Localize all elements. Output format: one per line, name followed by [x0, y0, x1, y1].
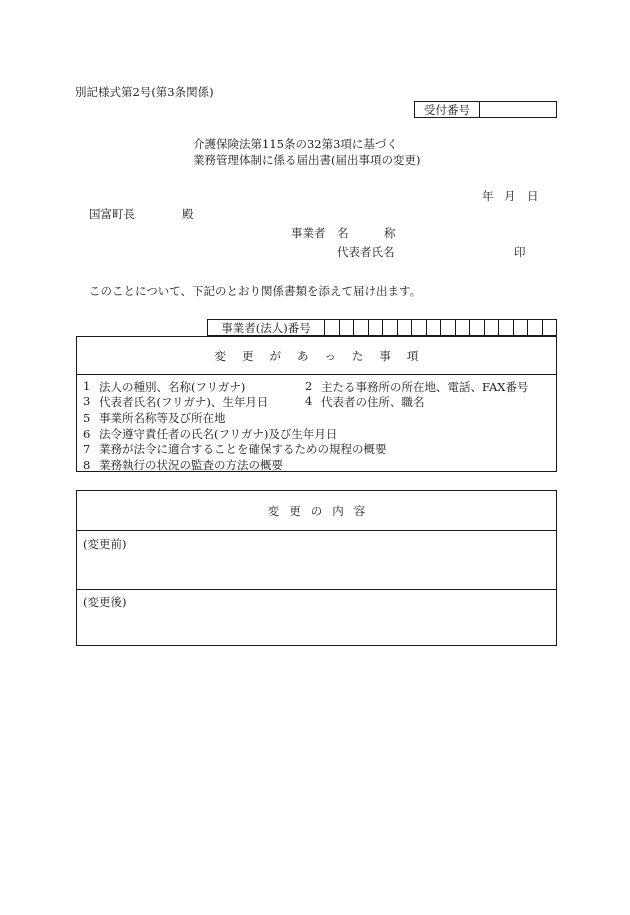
business-number-cell[interactable]	[412, 320, 427, 335]
date-day: 日	[527, 189, 539, 203]
item-number: 4	[305, 394, 313, 409]
addressee-name: 国富町長	[89, 207, 135, 221]
business-number-cell[interactable]	[441, 320, 456, 335]
addressee-honorific: 殿	[182, 207, 194, 221]
title-line-1: 介護保険法第115条の32第3項に基づく	[193, 137, 398, 151]
item-number: 5	[83, 410, 91, 425]
changed-items-list	[83, 379, 550, 473]
business-number-cell[interactable]	[340, 320, 355, 335]
changed-items-box	[76, 336, 557, 472]
changed-items-header: 変更があった事項	[77, 337, 556, 375]
date-month: 月	[504, 189, 516, 203]
business-number-label: 事業者(法人)番号	[208, 320, 325, 335]
item-text: 法人の種別、名称(フリガナ)	[99, 379, 246, 394]
representative-label: 代表者氏名	[337, 245, 395, 259]
item-number: 3	[83, 394, 91, 409]
item-number: 1	[83, 378, 91, 393]
business-number-cell[interactable]	[427, 320, 442, 335]
business-number-cell[interactable]	[325, 320, 340, 335]
list-item	[83, 395, 550, 411]
item-text: 業務執行の状況の監査の方法の概要	[99, 457, 283, 472]
item-number: 6	[83, 426, 91, 441]
item-number: 2	[305, 378, 313, 393]
before-change-label: (変更前)	[83, 537, 127, 551]
business-number-cell[interactable]	[354, 320, 369, 335]
seal-mark: 印	[514, 245, 526, 259]
list-item	[83, 441, 550, 457]
before-change-field[interactable]	[77, 531, 556, 590]
item-number: 7	[83, 442, 91, 457]
item-text: 代表者の住所、職名	[321, 395, 425, 410]
form-id: 別記様式第2号(第3条関係)	[75, 85, 214, 99]
receipt-number-box	[414, 101, 557, 118]
change-content-header: 変更の内容	[77, 491, 556, 531]
after-change-field[interactable]	[77, 589, 556, 645]
after-change-label: (変更後)	[83, 595, 127, 609]
applicant-name-label-a: 名	[337, 226, 349, 240]
business-number-cell[interactable]	[485, 320, 500, 335]
applicant-label: 事業者	[291, 226, 326, 240]
business-number-cell[interactable]	[499, 320, 514, 335]
business-number-cell[interactable]	[369, 320, 384, 335]
item-number: 8	[83, 457, 91, 472]
title-line-2: 業務管理体制に係る届出書(届出事項の変更)	[193, 153, 421, 167]
business-number-cell[interactable]	[383, 320, 398, 335]
item-text: 事業所名称等及び所在地	[99, 410, 226, 425]
item-text: 業務が法令に適合することを確保するための規程の概要	[99, 442, 387, 457]
item-text: 代表者氏名(フリガナ)、生年月日	[99, 395, 269, 410]
list-item	[83, 426, 550, 442]
list-item	[83, 457, 550, 473]
business-number-cell[interactable]	[528, 320, 543, 335]
business-number-cell[interactable]	[470, 320, 485, 335]
list-item	[83, 410, 550, 426]
receipt-number-field[interactable]	[480, 102, 556, 117]
intro-text: このことについて、下記のとおり関係書類を添えて届け出ます。	[89, 284, 422, 298]
business-number-cell[interactable]	[398, 320, 413, 335]
applicant-name-label-b: 称	[384, 226, 396, 240]
item-text: 主たる事務所の所在地、電話、FAX番号	[321, 379, 529, 394]
item-text: 法令遵守責任者の氏名(フリガナ)及び生年月日	[99, 426, 338, 441]
change-content-box	[76, 490, 557, 646]
business-number-box	[207, 319, 557, 336]
business-number-cell[interactable]	[456, 320, 471, 335]
business-number-cell[interactable]	[514, 320, 529, 335]
date-year: 年	[482, 189, 494, 203]
list-item	[83, 379, 550, 395]
business-number-cell[interactable]	[543, 320, 557, 335]
receipt-number-label: 受付番号	[415, 102, 480, 117]
